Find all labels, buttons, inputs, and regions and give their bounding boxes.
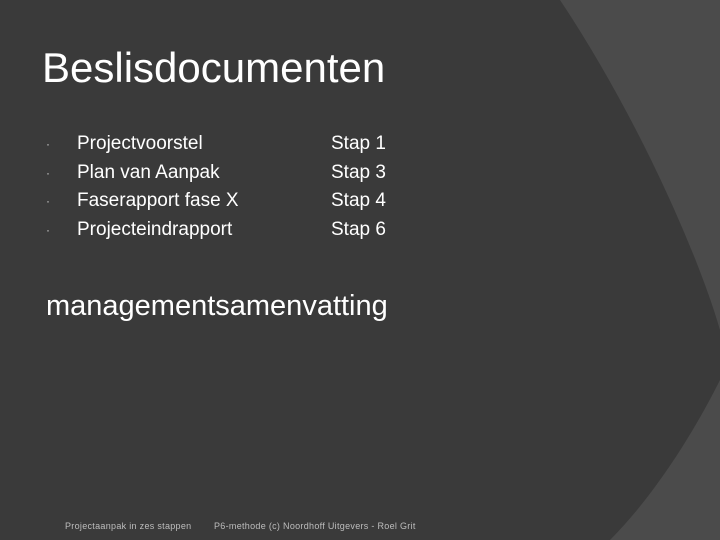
- bullet-icon: ·: [46, 194, 50, 208]
- document-name: Plan van Aanpak: [77, 161, 220, 183]
- bullet-icon: ·: [46, 222, 50, 237]
- document-step: Stap 3: [331, 161, 386, 183]
- document-list: [46, 130, 406, 244]
- list-item: [46, 216, 406, 245]
- document-step: Stap 4: [331, 190, 386, 211]
- bullet-icon: ·: [46, 165, 50, 180]
- slide-title: Beslisdocumenten: [42, 44, 386, 91]
- list-item: [46, 187, 406, 216]
- list-item: [46, 130, 406, 159]
- document-name: Projectvoorstel: [77, 133, 203, 154]
- document-name: Projecteindrapport: [77, 218, 233, 240]
- bullet-icon: ·: [46, 137, 50, 151]
- document-step: Stap 1: [331, 133, 386, 154]
- document-name: Faserapport fase X: [77, 190, 239, 211]
- footer-course-title: Projectaanpak in zes stappen: [65, 521, 192, 531]
- summary-heading: managementsamenvatting: [46, 290, 388, 322]
- list-item: [46, 159, 406, 188]
- footer-copyright: P6-methode (c) Noordhoff Uitgevers - Roel Grit: [214, 521, 416, 531]
- document-step: Stap 6: [331, 218, 386, 240]
